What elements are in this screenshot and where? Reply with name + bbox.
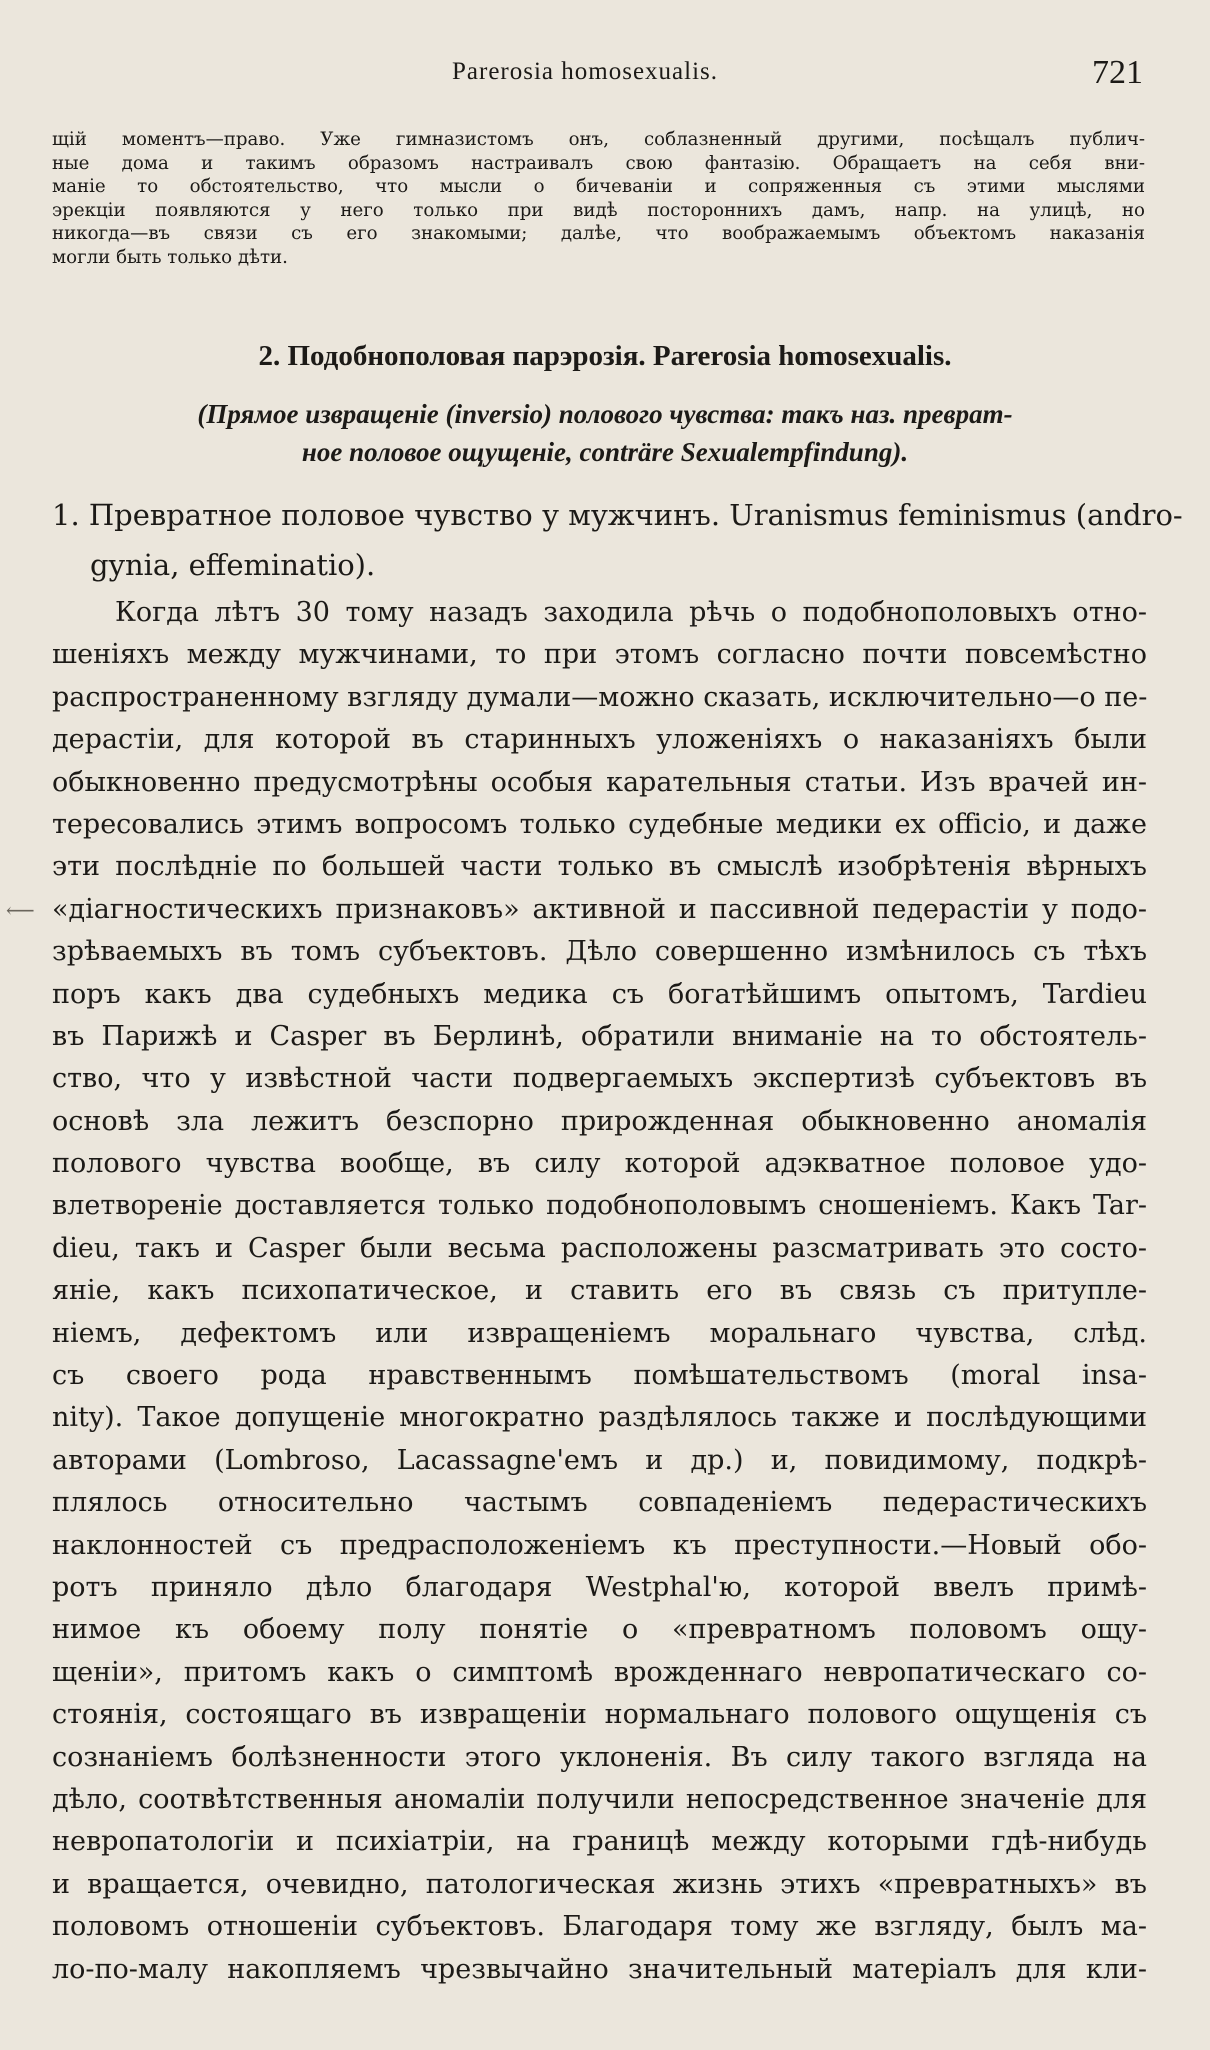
- text-line: nity). Такое допущеніе многократно раздѣлялось также и послѣдующими: [52, 1402, 1147, 1434]
- text-line: и вращается, очевидно, патологическая жизнь этихъ «превратныхъ» въ: [52, 1868, 1147, 1900]
- text-line: плялось относительно частымъ совпаденіемъ педерастическихъ: [52, 1487, 1147, 1519]
- text-line: основѣ зла лежитъ безспорно прирожденная обыкновенно аномалія: [52, 1105, 1147, 1137]
- text-line: dieu, такъ и Casper были весьма расположены разсматривать это состо-: [52, 1232, 1147, 1264]
- text-line: ротъ приняло дѣло благодаря Westphal'ю, которой ввелъ примѣ-: [52, 1571, 1147, 1603]
- subheading-line: 1. Превратное половое чувство у мужчинъ. Uranismus feminismus (andro-: [52, 498, 1183, 532]
- subheading-line: gynia, effeminatio).: [90, 548, 376, 582]
- text-line: влетвореніе доставляется только подобнополовымъ сношеніемъ. Какъ Tar-: [52, 1190, 1147, 1222]
- text-line: ство, что у извѣстной части подвергаемыхъ экспертизѣ субъектовъ въ: [52, 1063, 1147, 1095]
- case-note-paragraph: [52, 128, 1145, 270]
- text-line: могли быть только дѣти.: [52, 246, 288, 268]
- page-number: 721: [1092, 54, 1143, 91]
- text-line: распространенному взгляду думали—можно сказать, исключительно—о пе-: [52, 681, 1148, 713]
- text-line: щеніи», притомъ какъ о симптомѣ врожденнаго невропатическаго со-: [52, 1656, 1147, 1688]
- subsection-heading: [52, 490, 1183, 590]
- text-line: ніемъ, дефектомъ или извращеніемъ моральнаго чувства, слѣд.: [52, 1317, 1147, 1349]
- text-line: наклонностей съ предрасположеніемъ къ преступности.—Новый обо-: [52, 1529, 1147, 1561]
- subtitle-line: ное половое ощущеніе, conträre Sexualempfindung).: [301, 437, 909, 467]
- text-line: щій моментъ—право. Уже гимназистомъ онъ, соблазненный другими, посѣщалъ публич-: [52, 129, 1145, 150]
- main-paragraph: [52, 592, 1147, 1991]
- text-line: сознаніемъ болѣзненности этого уклоненія. Въ силу такого взгляда на: [52, 1741, 1147, 1773]
- text-line: никогда—въ связи съ его знакомыми; далѣе, что воображаемымъ объектомъ наказанія: [52, 223, 1145, 245]
- text-line: невропатологіи и психіатріи, на границѣ между которыми гдѣ-нибудь: [52, 1826, 1147, 1858]
- text-line: Когда лѣтъ 30 тому назадъ заходила рѣчь о подобнополовыхъ отно-: [115, 597, 1147, 628]
- text-line: эрекціи появляются у него только при видѣ постороннихъ дамъ, напр. на улицѣ, но: [52, 199, 1145, 221]
- text-line: въ Парижѣ и Casper въ Берлинѣ, обратили вниманіе на то обстоятель-: [52, 1020, 1147, 1052]
- text-line: маніе то обстоятельство, что мысли о бичеваніи и сопряженныя съ этими мыслями: [52, 176, 1145, 198]
- margin-arrow-mark: ⟵: [6, 898, 35, 922]
- text-line: дѣло, соотвѣтственныя аномаліи получили непосредственное значеніе для: [52, 1783, 1147, 1815]
- text-line: стоянія, состоящаго въ извращеніи нормальнаго полового ощущенія съ: [52, 1699, 1147, 1731]
- text-line: съ своего рода нравственнымъ помѣшательствомъ (moral insa-: [52, 1360, 1147, 1392]
- text-line: нимое къ обоему полу понятіе о «превратномъ половомъ ощу-: [52, 1614, 1147, 1646]
- text-line: яніе, какъ психопатическое, и ставить его въ связь съ притупле-: [52, 1275, 1147, 1307]
- text-line: ло-по-малу накопляемъ чрезвычайно значительный матеріалъ для кли-: [52, 1953, 1147, 1985]
- section-heading: 2. Подобнополовая парэрозія. Parerosia homosexualis.: [258, 340, 952, 372]
- section-subtitle: [80, 395, 1130, 471]
- text-line: эти послѣдніе по большей части только въ смыслѣ изобрѣтенія вѣрныхъ: [52, 851, 1147, 883]
- text-line: «діагностическихъ признаковъ» активной и пассивной педерастіи у подо-: [52, 893, 1147, 925]
- subtitle-line: (Прямое извращеніе (inversio) полового чувства: такъ наз. преврат-: [197, 399, 1013, 429]
- text-line: половомъ отношеніи субъектовъ. Благодаря тому же взгляду, былъ ма-: [52, 1911, 1147, 1943]
- text-line: полового чувства вообще, въ силу которой адэкватное половое удо-: [52, 1148, 1147, 1180]
- text-line: дерастіи, для которой въ старинныхъ уложеніяхъ о наказаніяхъ были: [52, 724, 1147, 756]
- text-line: поръ какъ два судебныхъ медика съ богатѣйшимъ опытомъ, Tardieu: [52, 978, 1147, 1010]
- text-line: обыкновенно предусмотрѣны особыя карательныя статьи. Изъ врачей ин-: [52, 766, 1147, 798]
- text-line: ные дома и такимъ образомъ настраивалъ свою фантазію. Обращаетъ на себя вни-: [52, 152, 1145, 174]
- text-line: шеніяхъ между мужчинами, то при этомъ согласно почти повсемѣстно: [52, 639, 1147, 671]
- text-line: зрѣваемыхъ въ томъ субъектовъ. Дѣло совершенно измѣнилось съ тѣхъ: [52, 936, 1147, 968]
- text-line: тересовались этимъ вопросомъ только судебные медики ex officio, и даже: [52, 808, 1147, 840]
- text-line: авторами (Lombroso, Lacassagne'емъ и др.) и, повидимому, подкрѣ-: [52, 1444, 1147, 1476]
- running-head: Parerosia homosexualis.: [452, 58, 719, 85]
